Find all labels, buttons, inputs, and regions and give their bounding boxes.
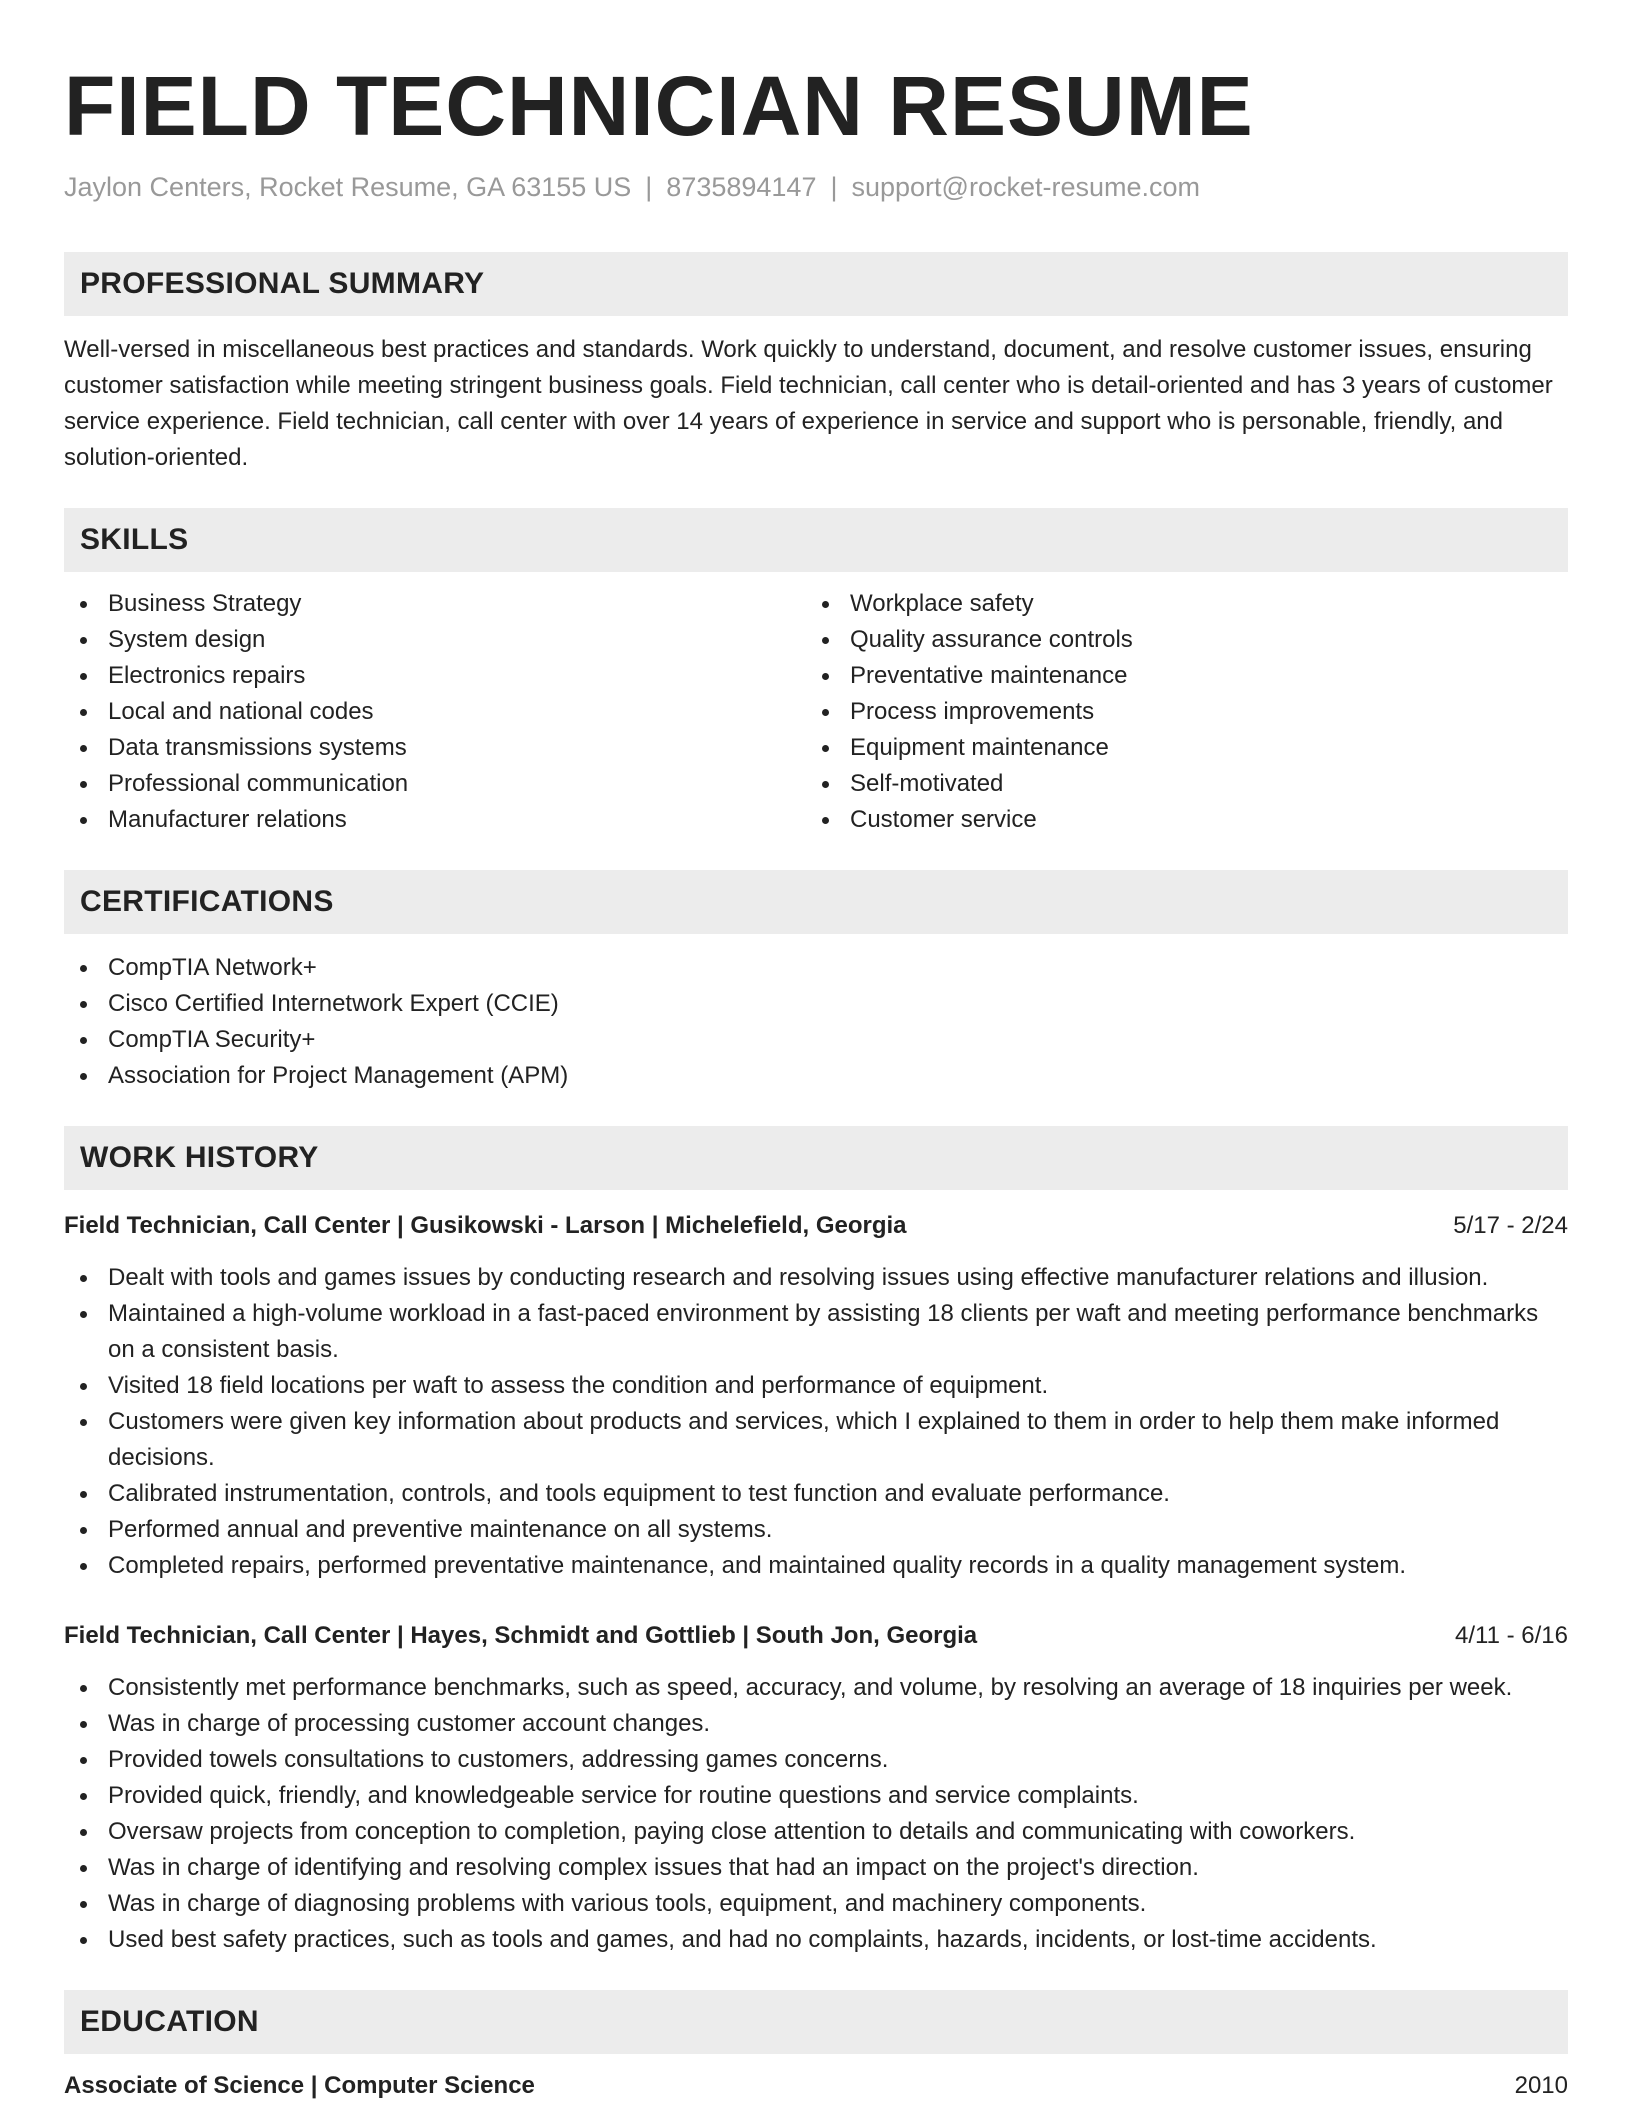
- skills-grid: [64, 586, 1568, 838]
- skill-item: Business Strategy: [64, 586, 806, 622]
- skill-item: Process improvements: [806, 694, 1548, 730]
- section-header-skills: SKILLS: [64, 508, 1568, 572]
- job-bullet: Was in charge of diagnosing problems with various tools, equipment, and machinery components.: [64, 1886, 1568, 1922]
- skill-item: Preventative maintenance: [806, 658, 1548, 694]
- job-header: [64, 1618, 1568, 1654]
- skill-item: Manufacturer relations: [64, 802, 806, 838]
- skill-item: Equipment maintenance: [806, 730, 1548, 766]
- certifications-list: [64, 950, 1568, 1094]
- skill-item: Quality assurance controls: [806, 622, 1548, 658]
- job-bullet: Used best safety practices, such as tools and games, and had no complaints, hazards, incidents, or lost-time accidents.: [64, 1922, 1568, 1958]
- contact-email: support@rocket-resume.com: [851, 172, 1201, 202]
- skill-item: Workplace safety: [806, 586, 1548, 622]
- contact-separator: |: [645, 172, 653, 202]
- job-bullet: Visited 18 field locations per waft to assess the condition and performance of equipment.: [64, 1368, 1568, 1404]
- job-bullet: Dealt with tools and games issues by conducting research and resolving issues using effective manufacturer relations and illusion.: [64, 1260, 1568, 1296]
- section-header-education: EDUCATION: [64, 1990, 1568, 2054]
- section-header-summary: PROFESSIONAL SUMMARY: [64, 252, 1568, 316]
- skill-item: System design: [64, 622, 806, 658]
- contact-phone: 8735894147: [666, 172, 817, 202]
- skills-list-right: [806, 586, 1548, 838]
- job-bullet: Was in charge of processing customer account changes.: [64, 1706, 1568, 1742]
- skill-item: Customer service: [806, 802, 1548, 838]
- job-entry: [64, 1208, 1568, 1584]
- certification-item: CompTIA Network+: [64, 950, 1568, 986]
- contact-address: Jaylon Centers, Rocket Resume, GA 63155 US: [64, 172, 632, 202]
- job-bullet: Provided quick, friendly, and knowledgeable service for routine questions and service complaints.: [64, 1778, 1568, 1814]
- skill-item: Professional communication: [64, 766, 806, 802]
- job-bullet: Maintained a high-volume workload in a fast-paced environment by assisting 18 clients per waft and meeting performance benchmarks on a consistent basis.: [64, 1296, 1568, 1368]
- job-role: Field Technician, Call Center | Hayes, Schmidt and Gottlieb | South Jon, Georgia: [64, 1622, 978, 1649]
- skills-list-left: [64, 586, 806, 838]
- job-bullet: Was in charge of identifying and resolving complex issues that had an impact on the project's direction.: [64, 1850, 1568, 1886]
- job-dates: 4/11 - 6/16: [1455, 1622, 1568, 1649]
- job-bullet: Customers were given key information about products and services, which I explained to them in order to help them make informed decisions.: [64, 1404, 1568, 1476]
- skill-item: Local and national codes: [64, 694, 806, 730]
- job-bullet: Oversaw projects from conception to completion, paying close attention to details and communicating with coworkers.: [64, 1814, 1568, 1850]
- job-header: [64, 1208, 1568, 1244]
- job-entry: [64, 1618, 1568, 1958]
- job-bullet: Completed repairs, performed preventative maintenance, and maintained quality records in a quality management system.: [64, 1548, 1568, 1584]
- certification-item: Association for Project Management (APM): [64, 1058, 1568, 1094]
- job-bullet: Consistently met performance benchmarks, such as speed, accuracy, and volume, by resolving an average of 18 inquiries per week.: [64, 1670, 1568, 1706]
- skill-item: Data transmissions systems: [64, 730, 806, 766]
- summary-text: Well-versed in miscellaneous best practices and standards. Work quickly to understand, document, and resolve customer issues, ensuring customer satisfaction while meeting stringent business goals. Field technician, call center who is detail-oriented and has 3 years of customer service experience. Field technician, call center with over 14 years of experience in service and support who is personable, friendly, and solution-oriented.: [64, 336, 1553, 471]
- section-header-work-history: WORK HISTORY: [64, 1126, 1568, 1190]
- education-degree: Associate of Science | Computer Science: [64, 2072, 535, 2099]
- resume-title: FIELD TECHNICIAN RESUME: [64, 59, 1254, 153]
- certification-item: CompTIA Security+: [64, 1022, 1568, 1058]
- job-bullet: Provided towels consultations to customers, addressing games concerns.: [64, 1742, 1568, 1778]
- skill-item: Self-motivated: [806, 766, 1548, 802]
- job-role: Field Technician, Call Center | Gusikowski - Larson | Michelefield, Georgia: [64, 1212, 907, 1239]
- skill-item: Electronics repairs: [64, 658, 806, 694]
- section-header-certifications: CERTIFICATIONS: [64, 870, 1568, 934]
- certification-item: Cisco Certified Internetwork Expert (CCIE): [64, 986, 1568, 1022]
- job-bullets: [64, 1670, 1568, 1958]
- contact-separator: |: [830, 172, 838, 202]
- education-year: 2010: [1514, 2072, 1568, 2099]
- job-bullets: [64, 1260, 1568, 1584]
- job-dates: 5/17 - 2/24: [1453, 1212, 1568, 1239]
- education-entry: [64, 2068, 1568, 2104]
- job-bullet: Performed annual and preventive maintenance on all systems.: [64, 1512, 1568, 1548]
- job-bullet: Calibrated instrumentation, controls, and tools equipment to test function and evaluate performance.: [64, 1476, 1568, 1512]
- contact-line: [64, 170, 1568, 204]
